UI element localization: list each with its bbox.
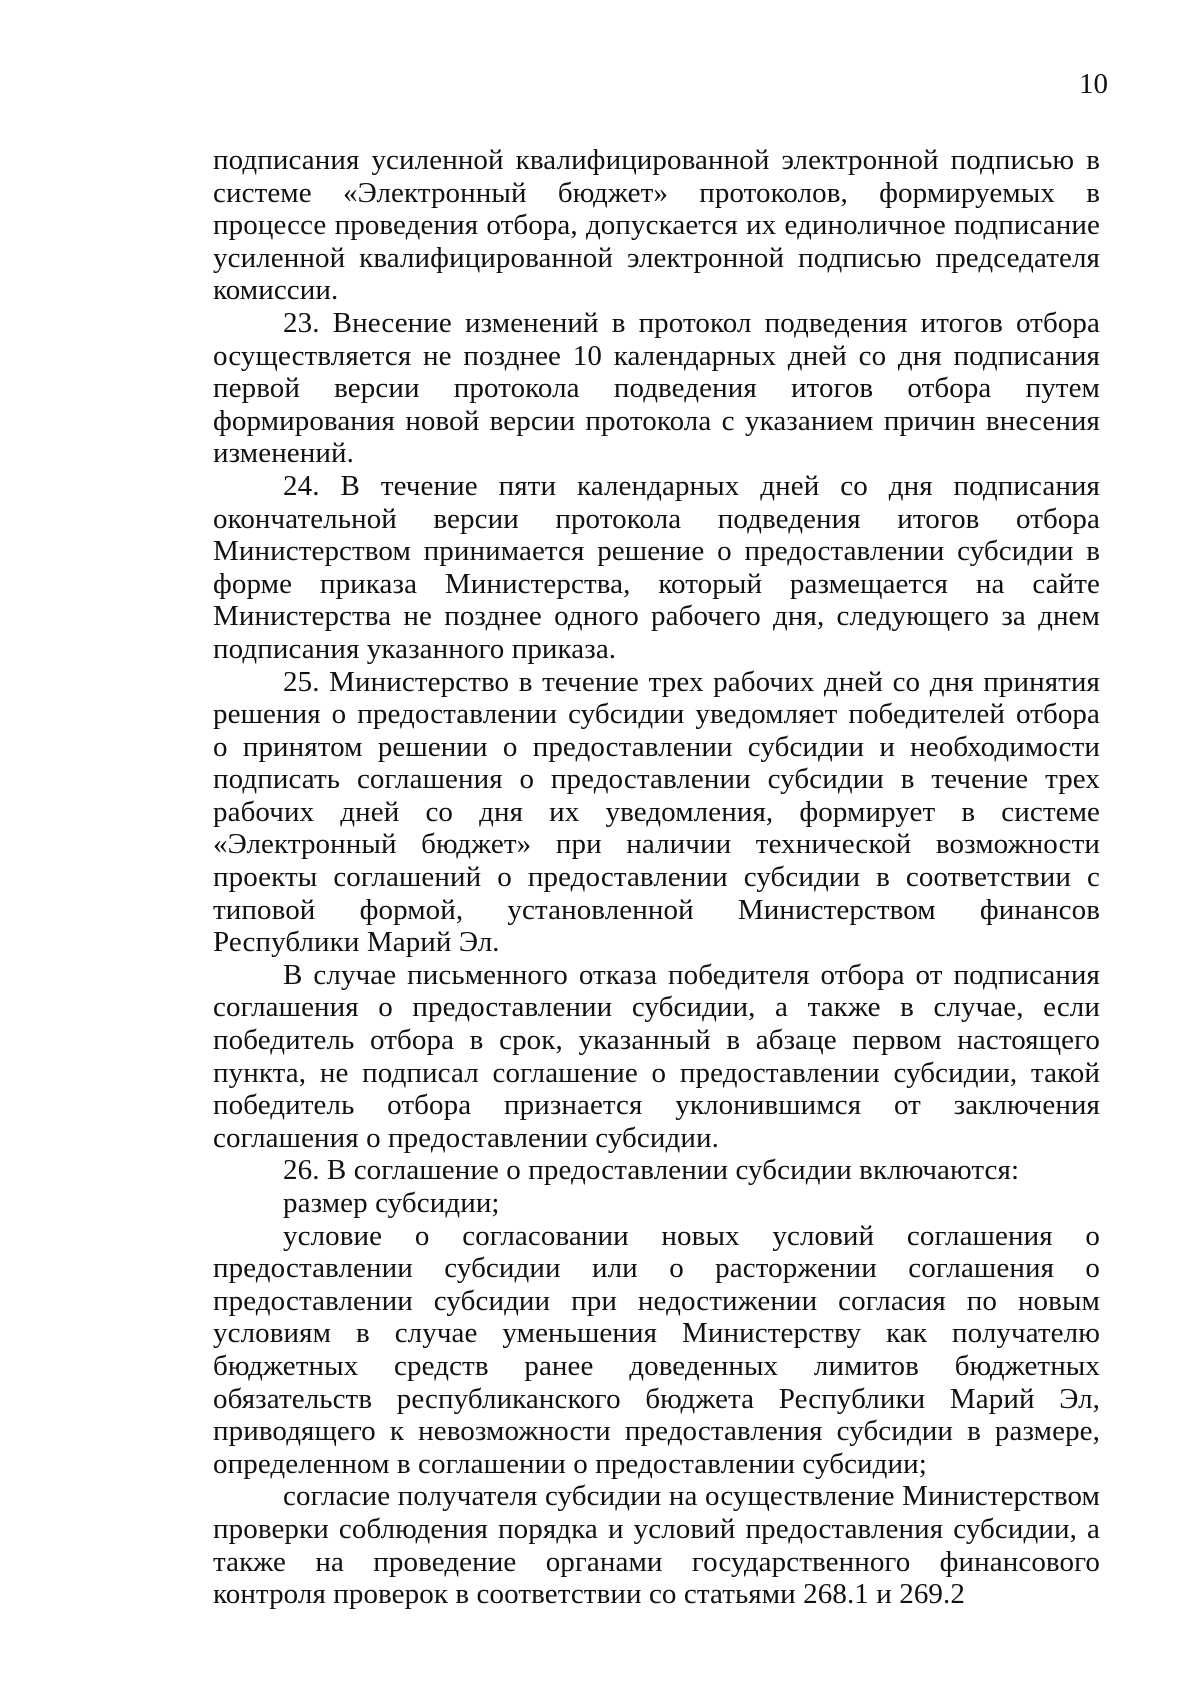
paragraph-consent-audit: согласие получателя субсидии на осуществление Министерством проверки соблюдения порядка и условий предоставления субсидии, а также на проведение органами государственного финансового контроля проверок в соответствии со статьями 268.1 и 269.2	[213, 1480, 1100, 1611]
paragraph-new-conditions: условие о согласовании новых условий соглашения о предоставлении субсидии или о расторжении соглашения о предоставлении субсидии при недостижении согласия по новым условиям в случае уменьшения Министерству как получателю бюджетных средств ранее доведенных лимитов бюджетных обязательств республиканского бюджета Республики Марий Эл, приводящего к невозможности предоставления субсидии в размере, определенном в соглашении о предоставлении субсидии;	[213, 1219, 1100, 1480]
document-body	[213, 144, 1100, 1611]
paragraph-refusal-case: В случае письменного отказа победителя отбора от подписания соглашения о предоставлении субсидии, а также в случае, если победитель отбора в срок, указанный в абзаце первом настоящего пункта, не подписал соглашение о предоставлении субсидии, такой победитель отбора признается уклонившимся от заключения соглашения о предоставлении субсидии.	[213, 958, 1100, 1154]
paragraph-item-26: 26. В соглашение о предоставлении субсидии включаются:	[283, 1154, 1020, 1187]
paragraph-item-25: 25. Министерство в течение трех рабочих дней со дня принятия решения о предоставлении субсидии уведомляет победителей отбора о принятом решении о предоставлении субсидии и необходимости подписать соглашения о предоставлении субсидии в течение трех рабочих дней со дня их уведомления, формирует в системе «Электронный бюджет» при наличии технической возможности проекты соглашений о предоставлении субсидии в соответствии с типовой формой, установленной Министерством финансов Республики Марий Эл.	[213, 665, 1100, 959]
paragraph-continuation: подписания усиленной квалифицированной электронной подписью в системе «Электронный бюджет» протоколов, формируемых в процессе проведения отбора, допускается их единоличное подписание усиленной квалифицированной электронной подписью председателя комиссии.	[213, 144, 1100, 307]
paragraph-item-23: 23. Внесение изменений в протокол подведения итогов отбора осуществляется не позднее 10 календарных дней со дня подписания первой версии протокола подведения итогов отбора путем формирования новой версии протокола с указанием причин внесения изменений.	[213, 306, 1100, 470]
paragraph-subsidy-amount: размер субсидии;	[283, 1187, 500, 1219]
paragraph-item-24: 24. В течение пяти календарных дней со дня подписания окончательной версии протокола подведения итогов отбора Министерством принимается решение о предоставлении субсидии в форме приказа Министерства, который размещается на сайте Министерства не позднее одного рабочего дня, следующего за днем подписания указанного приказа.	[213, 469, 1100, 665]
page-number: 10	[1079, 68, 1108, 100]
